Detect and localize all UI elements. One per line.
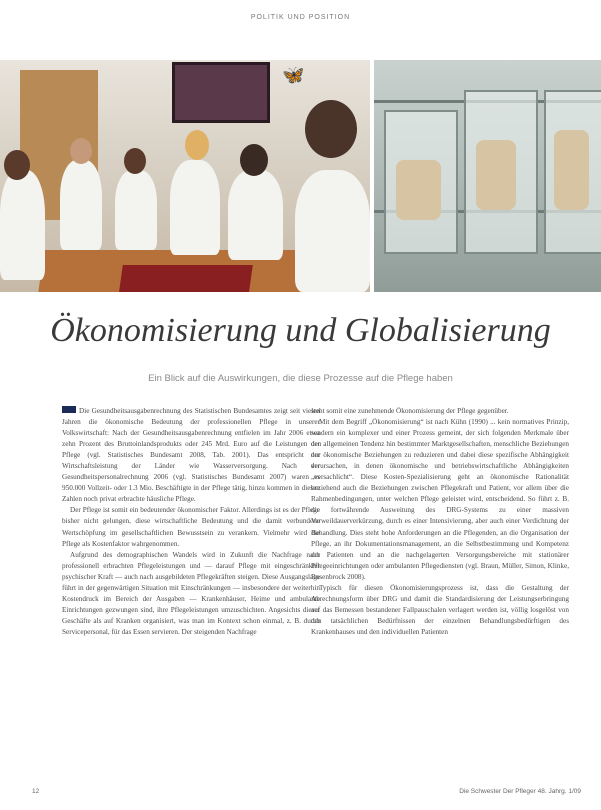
person-3-head (124, 148, 146, 174)
person-4-head (185, 130, 209, 160)
photo-storage-shelves (374, 60, 601, 292)
section-marker (62, 406, 76, 413)
article-title: Ökonomisierung und Globalisierung (50, 312, 551, 349)
photo-nurses-meeting (0, 60, 370, 292)
person-6-head (305, 100, 357, 158)
person-3 (115, 170, 157, 250)
paragraph-text: Die Gesundheitsausgabenrechnung des Statistischen Bundesamtes zeigt seit vielen Jahren die ökonomische Bedeutung der professionellen Pflege in unserer Volkswirtschaft: Nach der Gesundheitsausgabenrechnung entfielen im Jahr 2006 etwa zehn Prozent des Bruttoinlandsprodukts oder 245 Mrd. Euro auf die Leistungen der Pflege (vgl. Statistisches Bundesamt 2008, Tab. 2001). Das entspricht der Wirtschaftsleistung der Länder wie Wasserversorgung. Nach der Gesundheitspersonalrechnung 2006 (vgl. Statistisches Bundesamt 2007) waren es 950.000 Vollzeit- oder 1.3 Mio. Beschäftigte in der Pflege tätig, hinzu kommen in diesen Zahlen noch privat erbrachte häusliche Pflege. (62, 407, 320, 504)
page-number: 12 (32, 788, 40, 795)
person-1-head (4, 150, 30, 180)
article-column-left (62, 406, 320, 638)
paragraph: Der Pflege ist somit ein bedeutender ökonomischer Faktor. Allerdings ist es der Pflege bisher nicht gelungen, diese wirtschaftliche Bedeutung und die damit verbundene Wertschöpfung im gesellschaftlichen Bewusstsein zu verankern. Vielmehr wird die Pflege als Kostenfaktor wahrgenommen. (62, 506, 320, 548)
supply-bag (554, 130, 589, 210)
person-6 (295, 170, 370, 292)
person-5 (228, 170, 283, 260)
paragraph: Aufgrund des demographischen Wandels wird in Zukunft die Nachfrage nach professionell erbrachten Pflegeleistungen und — darauf Pflege mit eingeschränkter psychischer Kraft — auch nach ausgebildeten Pflegekräften steigen. Diese Ausgangslage führt in der gegenwärtigen Situation mit Einschränkungen — insbesondere der weiterhin Kostendruck im Bereich der Ausgaben — Krankenhäuser, Heime und ambulante Einrichtungen gezwungen sind, ihre Pflegeleistungen umzuschichten. Angesichts dieser Geschäfte als auf Kranken organisiert, was man im Kontext schon einmal, z. B. durch Servicepersonal, für das Essen servieren. Der steigenden Nachfrage (62, 550, 320, 636)
wall-picture (172, 62, 270, 123)
paragraph (62, 406, 320, 505)
person-2-head (70, 138, 92, 164)
article-subtitle: Ein Blick auf die Auswirkungen, die diese Prozesse auf die Pflege haben (148, 373, 453, 384)
tablecloth (117, 265, 253, 292)
section-label: POLITIK UND POSITION (250, 14, 351, 21)
supply-bag (476, 140, 516, 210)
paragraph: Typisch für diesen Ökonomisierungsprozess ist, dass die Gestaltung der Abrechnungsform über DRG und damit die Standardisierung der Leistungserbringung auf das Bemessen bestandener Fallpauschalen verlagert werden ist, völlig losgelöst von den tatsächlichen Bedürfnissen der einzelnen Behandlungsbedürftigen des Krankenhauses und den individuellen Patienten (311, 583, 569, 636)
paragraph: steht somit eine zunehmende Ökonomisierung der Pflege gegenüber. (311, 407, 509, 415)
person-2 (60, 160, 102, 250)
supply-bag (396, 160, 441, 220)
paragraph: Mit dem Begriff „Ökonomisierung“ ist nach Kühn (1990) ... kein normatives Prinzip, sondern ein komplexer und einer Prozess gemeint, der sich folgenden Merkmale über den allgemeinen Tendenz hin bestimmter Marktgesellschaften, menschliche Beziehungen nur ökonomische Beziehungen zu reduzieren und dabei diese spezifische Abhängigkeit verursachen, in denen ökonomische und betriebswirtschaftliche Abhängigkeiten „versachlicht“. Diese Kosten-Spezialisierung geht an ökonomische Rationalität beziehend auch die Beziehungen zwischen Pflegekraft und Patient, vor allem über die Rahmenbedingungen, unter welchen Pflege geleistet wird, entscheidend. So führt z. B. die fortwährende Ausweitung des DRG-Systems zu einer massiven Verweildauerverkürzung, durch es einer Intensivierung, aber auch einer Verdichtung der Behandlung. Dies steht hohe Anforderungen an die Pflegenden, an die Organisation der Pflege, an ihr Dokumentationsmanagement, an die Selbstbestimmung und Kompetenz der Patienten und an die nachgelagerten Versorgungsbereiche mit stationärer Pflegeeinrichtungen oder ambulanten Pflegediensten (vgl. Braun, Müller, Simon, Klinke, Rosenbrock 2008). (311, 418, 569, 581)
person-1 (0, 170, 45, 280)
publication-info: Die Schwester Der Pfleger 48. Jahrg. 1/09 (459, 788, 581, 795)
butterfly-icon: 🦋 (282, 65, 305, 85)
person-4 (170, 160, 220, 255)
person-5-head (240, 144, 268, 176)
article-column-right (311, 406, 569, 638)
